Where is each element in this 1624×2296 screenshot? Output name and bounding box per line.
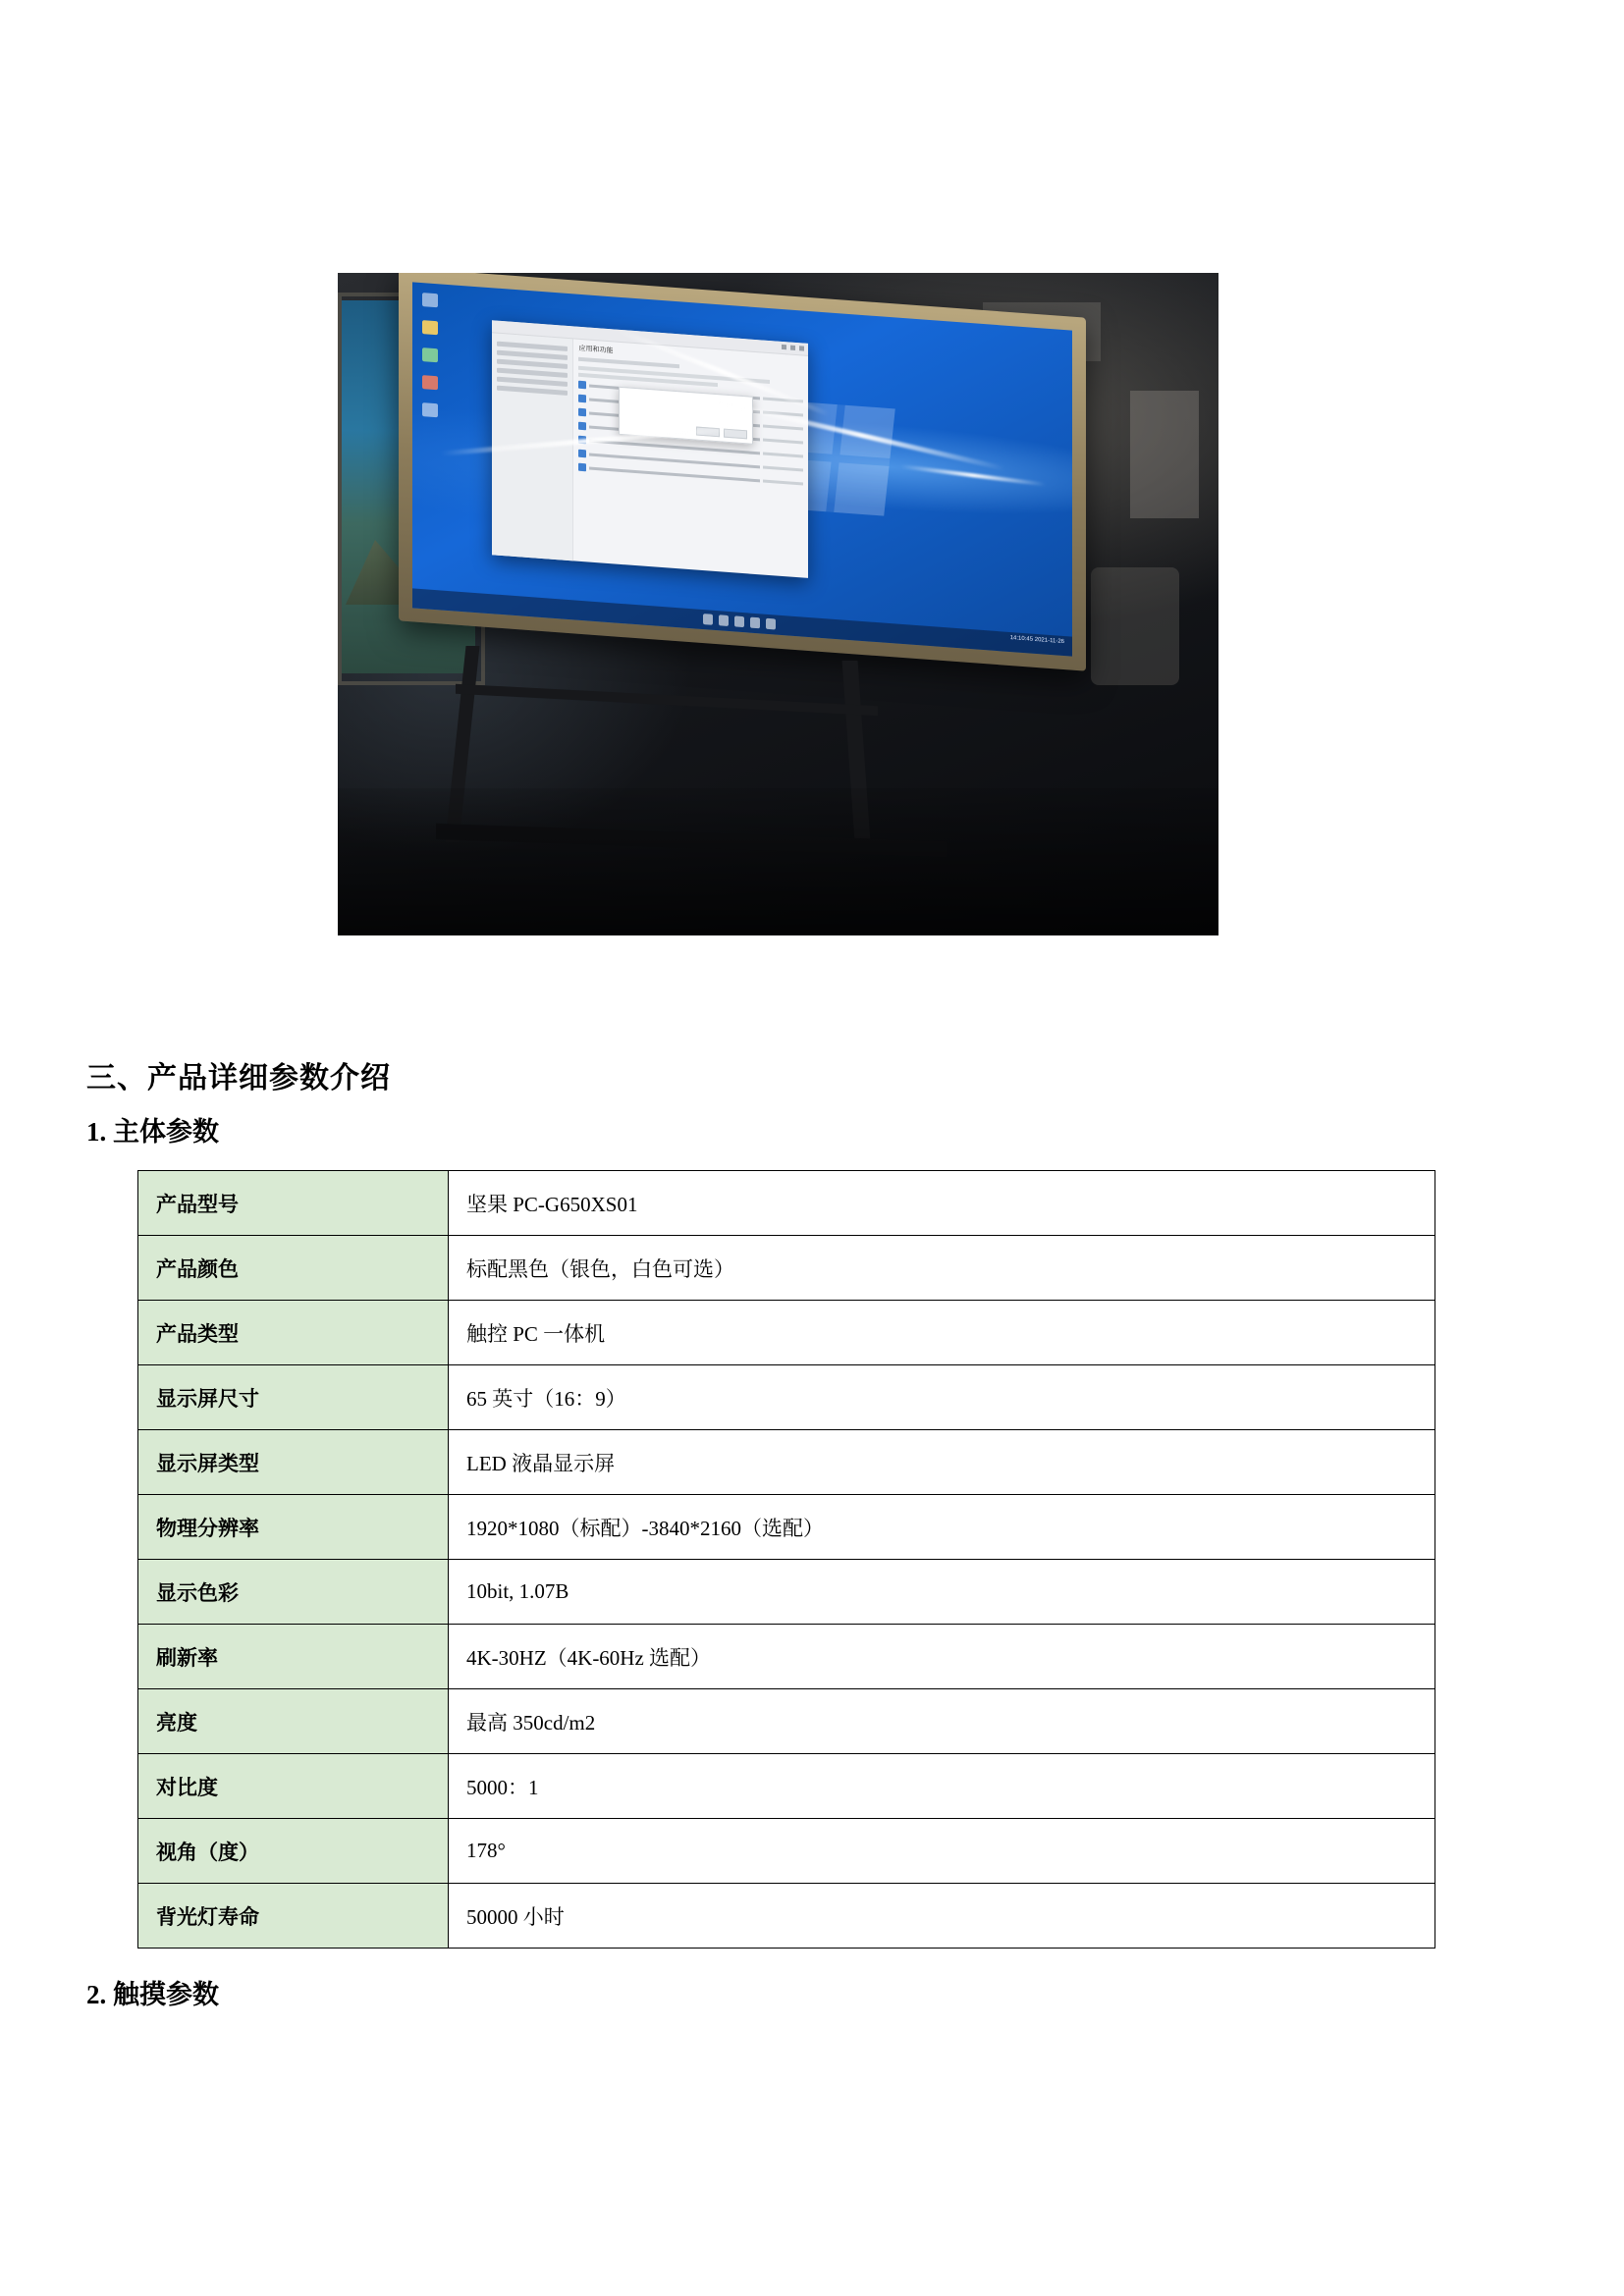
spec-key: 显示屏类型 [138, 1430, 449, 1495]
spec-key: 显示屏尺寸 [138, 1365, 449, 1430]
spec-value: 坚果 PC-G650XS01 [449, 1171, 1435, 1236]
taskbar-icon-start [703, 614, 713, 625]
subsection-heading-touch-params: 2. 触摸参数 [86, 1980, 219, 2009]
desktop-icons [422, 293, 438, 417]
desktop-icon-browser [422, 375, 438, 390]
minimize-icon [782, 345, 786, 349]
spec-value: 5000：1 [449, 1754, 1435, 1819]
table-row [138, 1236, 1435, 1301]
table-row [138, 1301, 1435, 1365]
spec-value: 50000 小时 [449, 1884, 1435, 1949]
taskbar-icon-browser [750, 617, 760, 629]
floor-shadow [338, 788, 1218, 935]
panel-screen [412, 282, 1072, 656]
spec-key: 刷新率 [138, 1625, 449, 1689]
maximize-icon [790, 346, 795, 350]
desktop-icon-recycle-bin [422, 402, 438, 417]
table-row [138, 1689, 1435, 1754]
table-row [138, 1171, 1435, 1236]
spec-key: 视角（度） [138, 1819, 449, 1884]
table-row [138, 1754, 1435, 1819]
spec-key: 产品类型 [138, 1301, 449, 1365]
settings-content [573, 340, 808, 579]
taskbar-icon-settings [766, 618, 776, 630]
spec-table-body [138, 1171, 1435, 1949]
product-photo [338, 273, 1218, 935]
desktop-icon-computer [422, 293, 438, 307]
taskbar-clock: 14:10:45 2021-11-26 [1009, 635, 1064, 646]
table-row [138, 1560, 1435, 1625]
spec-key: 产品颜色 [138, 1236, 449, 1301]
settings-window-title: 应用和功能 [578, 345, 614, 355]
interactive-flat-panel [399, 273, 1086, 671]
taskbar-icon-explorer [734, 615, 744, 627]
desktop-icon-folder [422, 320, 438, 335]
spec-value: 178° [449, 1819, 1435, 1884]
spec-value: 标配黑色（银色，白色可选） [449, 1236, 1435, 1301]
spec-value: LED 液晶显示屏 [449, 1430, 1435, 1495]
spec-key: 亮度 [138, 1689, 449, 1754]
spec-key: 物理分辨率 [138, 1495, 449, 1560]
spec-key: 产品型号 [138, 1171, 449, 1236]
section-heading: 三、产品详细参数介绍 [86, 1062, 391, 1095]
room-object-chair [1091, 567, 1179, 685]
subsection-heading-main-params: 1. 主体参数 [86, 1117, 219, 1147]
spec-table [137, 1170, 1435, 1949]
table-row [138, 1884, 1435, 1949]
table-row [138, 1430, 1435, 1495]
spec-value: 10bit, 1.07B [449, 1560, 1435, 1625]
taskbar-icons [703, 614, 776, 629]
spec-key: 显示色彩 [138, 1560, 449, 1625]
spec-key: 对比度 [138, 1754, 449, 1819]
table-row [138, 1625, 1435, 1689]
spec-value: 最高 350cd/m2 [449, 1689, 1435, 1754]
photo-background [338, 273, 1218, 935]
spec-value: 触控 PC 一体机 [449, 1301, 1435, 1365]
desktop-icon-app [422, 347, 438, 362]
spec-key: 背光灯寿命 [138, 1884, 449, 1949]
settings-window [492, 320, 809, 578]
table-row [138, 1819, 1435, 1884]
taskbar [412, 588, 1072, 656]
table-row [138, 1495, 1435, 1560]
spec-value: 65 英寸（16：9） [449, 1365, 1435, 1430]
spec-value: 1920*1080（标配）-3840*2160（选配） [449, 1495, 1435, 1560]
close-icon [799, 346, 804, 350]
table-row [138, 1365, 1435, 1430]
spec-value: 4K-30HZ（4K-60Hz 选配） [449, 1625, 1435, 1689]
stand-crossbar [456, 684, 878, 717]
taskbar-icon-search [719, 614, 729, 626]
room-object-cabinet [1130, 391, 1199, 518]
